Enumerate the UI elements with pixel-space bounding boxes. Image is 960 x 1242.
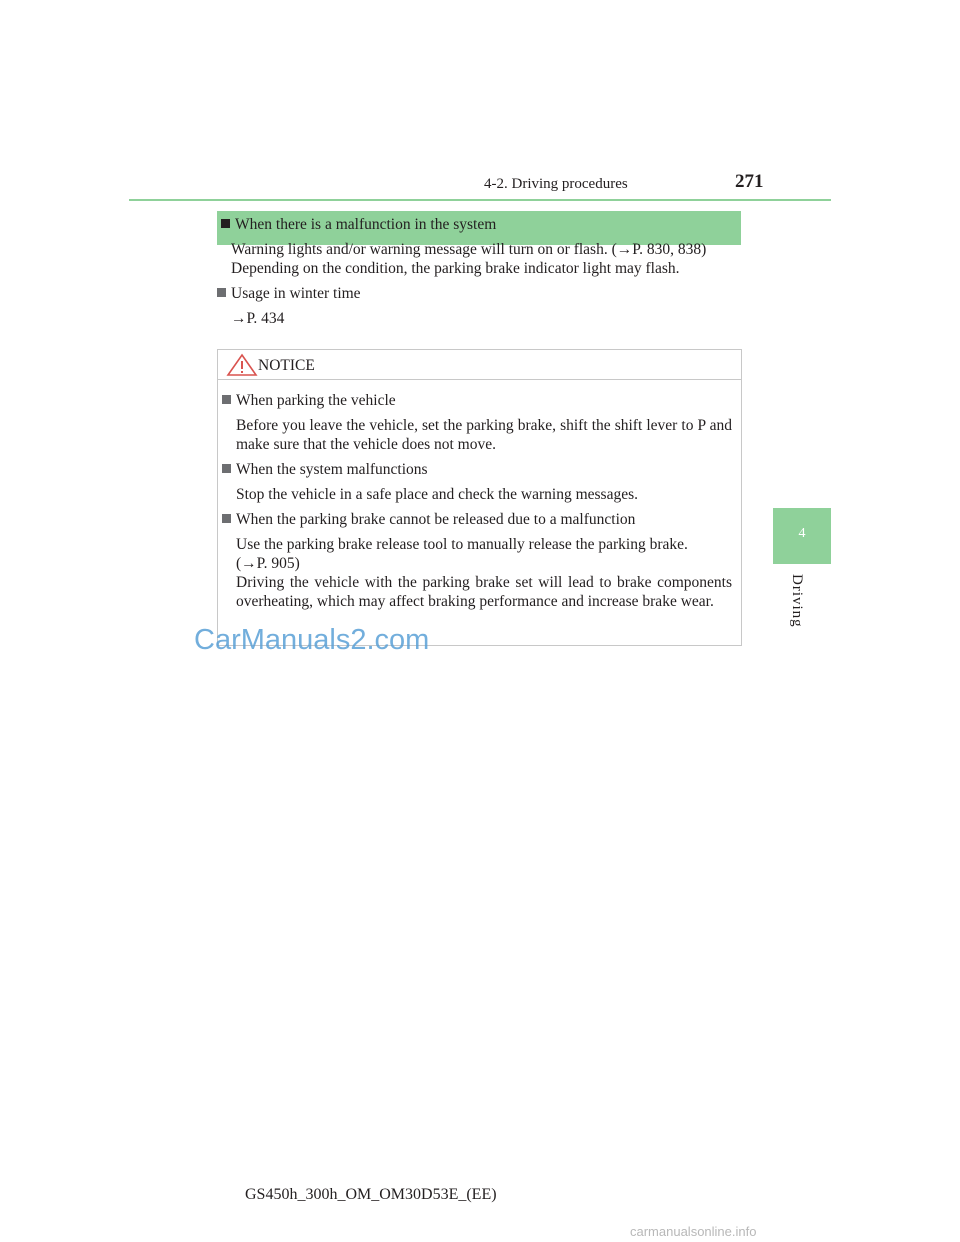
notice-item-3-heading (222, 510, 635, 529)
notice-item-2-heading (222, 460, 428, 479)
winter-reference: →P. 434 (231, 310, 285, 327)
notice-item-3-body-2: (→P. 905) (236, 555, 300, 572)
site-watermark: carmanualsonline.info (630, 1224, 757, 1239)
notice-item-1-heading (222, 391, 396, 410)
bullet-square-icon (222, 395, 231, 404)
chapter-number: 4 (798, 526, 806, 541)
bullet-square-icon (221, 219, 230, 228)
bullet-square-icon (222, 514, 231, 523)
notice-title-row (218, 350, 741, 380)
notice-item-2-heading-text: When the system malfunctions (236, 461, 428, 478)
notice-item-3-body-1: Use the parking brake release tool to manually release the parking brake. (236, 536, 688, 553)
notice-item-1-body: Before you leave the vehicle, set the parking brake, shift the shift lever to P and make sure that the vehicle does not move. (236, 417, 732, 453)
document-code: GS450h_300h_OM_OM30D53E_(EE) (245, 1186, 497, 1203)
bullet-square-icon (222, 464, 231, 473)
notice-item-1-heading-text: When parking the vehicle (236, 392, 396, 409)
section-title: 4-2. Driving procedures (484, 176, 628, 192)
winter-heading-text: Usage in winter time (231, 285, 361, 302)
malfunction-line-1: Warning lights and/or warning message will turn on or flash. (→P. 830, 838) (231, 241, 707, 258)
chapter-label: Driving (789, 574, 805, 628)
warning-triangle-icon (226, 353, 258, 377)
notice-item-3-body-3: Driving the vehicle with the parking brake set will lead to brake components overheating, which may affect braking performance and increase brake wear. (236, 574, 732, 610)
notice-item-2-body: Stop the vehicle in a safe place and check the warning messages. (236, 486, 638, 503)
notice-box (217, 349, 742, 646)
winter-heading (217, 284, 361, 303)
bullet-square-icon (217, 288, 226, 297)
header-divider (129, 199, 831, 201)
notice-item-3-heading-text: When the parking brake cannot be released due to a malfunction (236, 511, 636, 528)
malfunction-heading-text: When there is a malfunction in the system (235, 216, 497, 233)
malfunction-line-2: Depending on the condition, the parking brake indicator light may flash. (231, 260, 680, 277)
page-number: 271 (735, 171, 764, 192)
watermark-logo: CarManuals2.com (194, 624, 430, 656)
chapter-tab (773, 508, 831, 564)
notice-title: NOTICE (258, 357, 315, 374)
